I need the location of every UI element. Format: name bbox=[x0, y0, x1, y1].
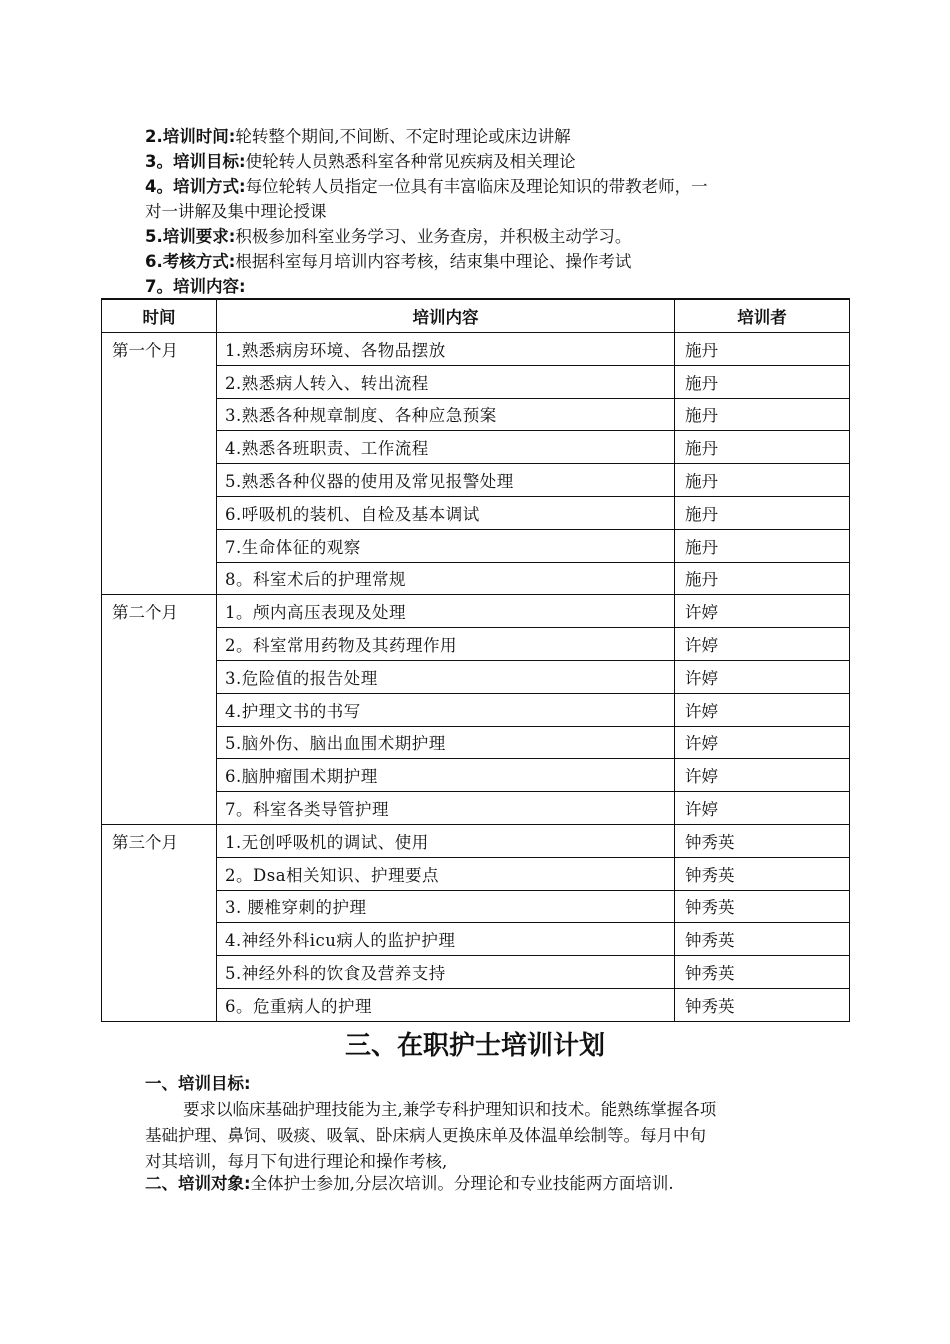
trainer-cell: 施丹 bbox=[675, 431, 850, 464]
table-row bbox=[102, 595, 850, 628]
training-requirement-line bbox=[145, 225, 631, 249]
table-row bbox=[102, 333, 850, 366]
content-cell: 7。科室各类导管护理 bbox=[217, 792, 675, 825]
trainer-cell: 许婷 bbox=[675, 792, 850, 825]
trainer-cell: 施丹 bbox=[675, 562, 850, 595]
training-time-line bbox=[145, 125, 571, 149]
trainer-cell: 施丹 bbox=[675, 464, 850, 497]
training-time-text: 轮转整个期间,不间断、不定时理论或床边讲解 bbox=[235, 127, 571, 146]
header-time: 时间 bbox=[102, 299, 217, 333]
content-cell: 2。Dsa相关知识、护理要点 bbox=[217, 857, 675, 890]
month-cell: 第二个月 bbox=[102, 595, 217, 825]
assessment-method-label: 6.考核方式: bbox=[145, 252, 236, 271]
content-cell: 5.脑外伤、脑出血围术期护理 bbox=[217, 726, 675, 759]
training-method-continuation: 对一讲解及集中理论授课 bbox=[145, 202, 327, 221]
content-cell: 8。科室术后的护理常规 bbox=[217, 562, 675, 595]
content-cell: 1.熟悉病房环境、各物品摆放 bbox=[217, 333, 675, 366]
assessment-method-text: 根据科室每月培训内容考核，结束集中理论、操作考试 bbox=[235, 252, 632, 271]
content-cell: 3.熟悉各种规章制度、各种应急预案 bbox=[217, 398, 675, 431]
header-content: 培训内容 bbox=[217, 299, 675, 333]
content-cell: 2.熟悉病人转入、转出流程 bbox=[217, 365, 675, 398]
table-header-row bbox=[102, 299, 850, 333]
goal-paragraph-line-1: 要求以临床基础护理技能为主,兼学专科护理知识和技术。能熟练掌握各项 bbox=[183, 1100, 717, 1119]
trainer-cell: 钟秀英 bbox=[675, 857, 850, 890]
trainer-cell: 钟秀英 bbox=[675, 824, 850, 857]
content-cell: 5.神经外科的饮食及营养支持 bbox=[217, 956, 675, 989]
trainer-cell: 施丹 bbox=[675, 529, 850, 562]
trainer-cell: 钟秀英 bbox=[675, 956, 850, 989]
content-cell: 4.神经外科icu病人的监护护理 bbox=[217, 923, 675, 956]
training-method-label: 4。培训方式: bbox=[145, 177, 246, 196]
trainer-cell: 许婷 bbox=[675, 660, 850, 693]
trainer-cell: 许婷 bbox=[675, 595, 850, 628]
training-content-label: 7。培训内容: bbox=[145, 277, 246, 296]
training-schedule-table bbox=[101, 298, 850, 1022]
content-cell: 1。颅内高压表现及处理 bbox=[217, 595, 675, 628]
training-method-text: 每位轮转人员指定一位具有丰富临床及理论知识的带教老师，一 bbox=[245, 177, 708, 196]
trainer-cell: 钟秀英 bbox=[675, 890, 850, 923]
month-cell: 第三个月 bbox=[102, 824, 217, 1021]
trainer-cell: 许婷 bbox=[675, 693, 850, 726]
training-goal-line bbox=[145, 150, 576, 174]
target-line bbox=[145, 1172, 674, 1196]
trainer-cell: 许婷 bbox=[675, 759, 850, 792]
table-body bbox=[102, 333, 850, 1022]
content-cell: 6.脑肿瘤围术期护理 bbox=[217, 759, 675, 792]
training-requirement-text: 积极参加科室业务学习、业务查房，并积极主动学习。 bbox=[235, 227, 632, 246]
training-method-line bbox=[145, 175, 708, 199]
trainer-cell: 施丹 bbox=[675, 496, 850, 529]
training-time-label: 2.培训时间: bbox=[145, 127, 236, 146]
content-cell: 2。科室常用药物及其药理作用 bbox=[217, 628, 675, 661]
content-cell: 3. 腰椎穿刺的护理 bbox=[217, 890, 675, 923]
trainer-cell: 施丹 bbox=[675, 398, 850, 431]
training-goal-label: 3。培训目标: bbox=[145, 152, 246, 171]
goal-heading bbox=[145, 1072, 251, 1096]
goal-paragraph-line-2: 基础护理、鼻饲、吸痰、吸氧、卧床病人更换床单及体温单绘制等。每月中旬 bbox=[145, 1126, 706, 1145]
content-cell: 6。危重病人的护理 bbox=[217, 988, 675, 1021]
trainer-cell: 许婷 bbox=[675, 628, 850, 661]
content-cell: 3.危险值的报告处理 bbox=[217, 660, 675, 693]
content-cell: 6.呼吸机的装机、自检及基本调试 bbox=[217, 496, 675, 529]
trainer-cell: 施丹 bbox=[675, 333, 850, 366]
header-trainer: 培训者 bbox=[675, 299, 850, 333]
trainer-cell: 施丹 bbox=[675, 365, 850, 398]
training-goal-text: 使轮转人员熟悉科室各种常见疾病及相关理论 bbox=[245, 152, 576, 171]
trainer-cell: 钟秀英 bbox=[675, 988, 850, 1021]
training-content-line bbox=[145, 275, 246, 299]
assessment-method-line bbox=[145, 250, 631, 274]
content-cell: 7.生命体征的观察 bbox=[217, 529, 675, 562]
goal-heading-label: 一、培训目标: bbox=[145, 1074, 251, 1093]
goal-paragraph-line-3: 对其培训，每月下旬进行理论和操作考核, bbox=[145, 1152, 448, 1171]
trainer-cell: 许婷 bbox=[675, 726, 850, 759]
trainer-cell: 钟秀英 bbox=[675, 923, 850, 956]
content-cell: 4.熟悉各班职责、工作流程 bbox=[217, 431, 675, 464]
content-cell: 1.无创呼吸机的调试、使用 bbox=[217, 824, 675, 857]
target-text: 全体护士参加,分层次培训。分理论和专业技能两方面培训. bbox=[250, 1174, 674, 1193]
table-row bbox=[102, 824, 850, 857]
month-cell: 第一个月 bbox=[102, 333, 217, 595]
content-cell: 5.熟悉各种仪器的使用及常见报警处理 bbox=[217, 464, 675, 497]
section-title: 三、在职护士培训计划 bbox=[344, 1031, 605, 1061]
content-cell: 4.护理文书的书写 bbox=[217, 693, 675, 726]
target-label: 二、培训对象: bbox=[145, 1174, 251, 1193]
training-requirement-label: 5.培训要求: bbox=[145, 227, 236, 246]
